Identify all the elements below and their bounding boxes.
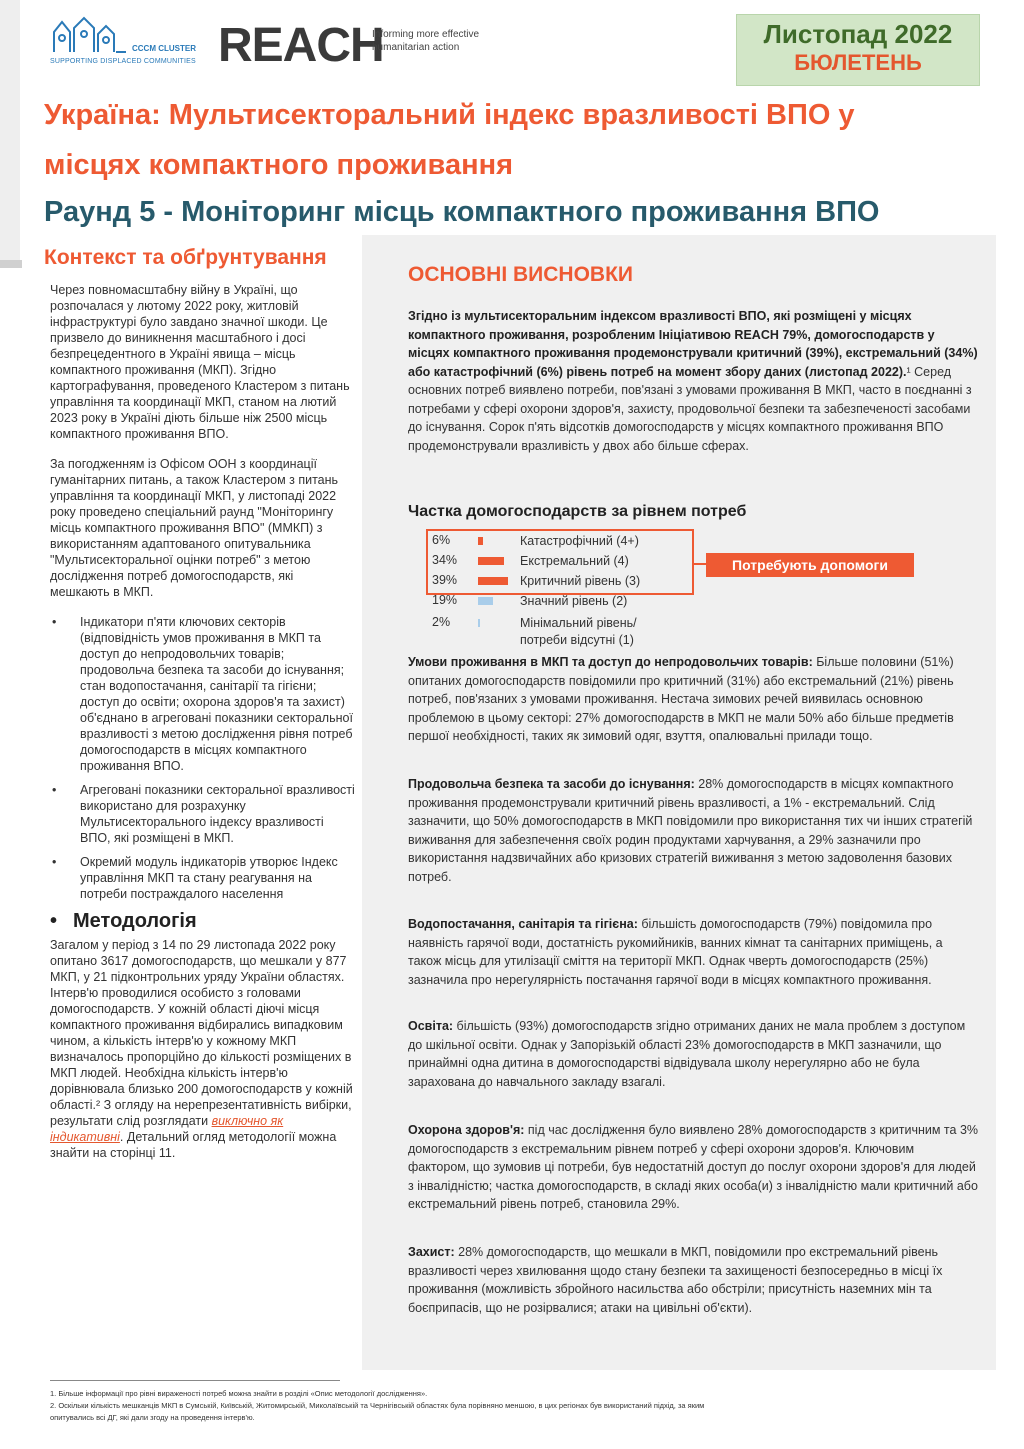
- finding-text: Більше половини (51%) опитаних домогосподарств повідомили про критичний (31%) або екстремальний (21%) рівень потреб, пов'язаних з умовами проживання. Нестача зимових речей виявилась основною проблемою в цьому секторі: 27% домогосподарств в МКП не мали 50% або більше предметів першої необхідності, таких як зимовий одяг, взуття, опалювальні прилади тощо.: [408, 655, 954, 743]
- findings-intro: [408, 307, 978, 455]
- chart-value-label: 19%: [432, 593, 458, 607]
- finding-title: Умови проживання в МКП та доступ до непродовольчих товарів:: [408, 655, 813, 669]
- context-paragraph-2: За погодженням із Офісом ООН з координації гуманітарних питань, а також Кластером з питань управління та координації МКП, у листопаді 2022 року проведено спеціальний раунд "Моніторингу місць компактного проживання ВПО" (ММКП) з використанням адаптованого опитувальника "Мультисекторальної оцінки потреб" з метою дослідження потреб домогосподарств, які мешкають в МКП.: [50, 457, 339, 599]
- chart-category-label: Мінімальний рівень/ потреби відсутні (1): [520, 616, 637, 647]
- chart-row: [408, 613, 708, 647]
- footnote-1: 1. Більше інформації про рівні вираженості потреб можна знайти в розділі «Опис методології дослідження».: [50, 1389, 428, 1398]
- methodology-text: Загалом у період з 14 по 29 листопада 2022 року опитано 3617 домогосподарств, що мешкали у 877 МКП, у 21 підконтрольних уряду України областях. Інтерв'ю проводилися особисто з головами домогосподарств. У кожній області діючі місця компактного проживання відбирались випадковим чином, а кількість інтерв'ю у кожному МКП визначалось пропорційно до кількості розміщених в МКП людей. Необхідна кількість інтерв'ю дорівнювала близько 200 домогосподарств у кожній області.² З огляду на нерепрезентативність вибірки, результати слід розглядати: [50, 938, 353, 1128]
- key-findings-panel: [362, 235, 996, 1370]
- reach-tagline: Informing more effective humanitarian action: [372, 29, 480, 53]
- finding-title: Водопостачання, санітарія та гігієна:: [408, 917, 638, 931]
- bulletin-date: Листопад 2022: [763, 19, 953, 49]
- chart-value-label: 2%: [432, 615, 451, 629]
- context-bullets: [44, 614, 356, 902]
- cccm-tagline: SUPPORTING DISPLACED COMMUNITIES: [50, 58, 196, 65]
- need-help-label: Потребують допомоги: [706, 553, 914, 577]
- context-paragraph-1: Через повномасштабну війну в Україні, що розпочалася у лютому 2022 року, житловій інфраструктурі було завдано значної шкоди. Це призвело до виникнення масштабного і досі безпрецедентного в Україні явища – місць компактного проживання (МКП). Згідно картографування, проведеного Кластером з питань управління та координації МКП, станом на лютий 2023 року в Україні діють більше ніж 2500 місць компактного проживання ВПО.: [50, 283, 350, 441]
- chart-row: [408, 531, 708, 551]
- finding-title: Захист:: [408, 1245, 455, 1259]
- finding-text: більшість домогосподарств (79%) повідомила про наявність гарячої води, достатність рукомийників, ванних кімнат та санітарних приміщень, а також місць для утилізації сміття на території МКП. Однак чверть домогосподарств (25%) зазначила про нерегулярність постачання гарячої води в місцях компактного проживання.: [408, 917, 943, 987]
- left-column: [44, 244, 356, 1161]
- chart-category-label: Екстремальний (4): [520, 554, 629, 568]
- methodology-heading: [50, 910, 356, 933]
- document-subtitle: Раунд 5 - Моніторинг місць компактного проживання ВПО: [44, 196, 880, 228]
- finding-text: більшість (93%) домогосподарств згідно отриманих даних не мала проблем з доступом до шкільної освіти. Однак у Запорізькій області 23% домогосподарств в МКП зазначили, що принаймні одна дитина в домогосподарстві відвідувала школу нерегулярно або не була зарахована до навчального закладу взагалі.: [408, 1019, 966, 1089]
- footnotes: [50, 1388, 750, 1424]
- chart-bar: [478, 537, 483, 545]
- findings-intro-text: ¹ Серед основних потреб виявлено потреби, пов'язані з умовами проживання В МКП, часто в поєднанні з потребами у сфері охорони здоров'я, захисту, продовольчої безпеки та забезпеченості засобами до існування. Сорок п'ять відсотків домогосподарств у місцях компактного проживання ВПО продемонстрували вразливість у двох або більше сферах.: [408, 364, 972, 453]
- chart-row: [408, 571, 708, 591]
- finding-text: 28% домогосподарств, що мешкали в МКП, повідомили про екстремальний рівень вразливості через хвилювання щодо стану безпеки та захищеності безпосередньо в місці їх проживання (можливість збройного насильства або обстріли; присутність наземних мін та боєприпасів, що не розірвалися; атаки на цивільні об'єкти).: [408, 1245, 943, 1315]
- finding-wash: [408, 915, 978, 989]
- chart-bar: [478, 619, 480, 627]
- findings-heading: ОСНОВНІ ВИСНОВКИ: [408, 263, 634, 286]
- finding-education: [408, 1017, 978, 1091]
- bullet-icon: •: [50, 910, 58, 932]
- finding-title: Охорона здоров'я:: [408, 1123, 525, 1137]
- list-item: [50, 614, 356, 774]
- chart-category-label: Значний рівень (2): [520, 594, 628, 608]
- finding-shelter: [408, 653, 978, 746]
- finding-text: під час дослідження було виявлено 28% домогосподарств з критичним та 3% домогосподарств з екстремальним рівнем потреб у сфері охорони здоров'я. Ключовим фактором, що зумовив ці потреби, був недостатній доступ до послуг охорони здоров'я для людей з інвалідністю; частка домогосподарств, в складі яких особа(и) з інвалідністю мали критичний або екстремальний рівень потреб, становила 29%.: [408, 1123, 979, 1211]
- bullet-icon: •: [52, 855, 57, 869]
- context-body: [44, 282, 356, 600]
- cccm-cluster-label: CCCM CLUSTER: [132, 44, 196, 53]
- needs-chart: [408, 529, 968, 649]
- chart-bar: [478, 577, 508, 585]
- chart-category-label: Критичний рівень (3): [520, 574, 641, 588]
- footnote-divider: [50, 1380, 340, 1381]
- finding-text: 28% домогосподарств в місцях компактного проживання продемонстрували критичний рівень вразливості, а 1% - екстремальний. Слід зазначити, що 50% домогосподарств в МКП повідомили про використання тих чи інших стратегій виживання для забезпечення своїх родин продуктами харчування, а 29% зазначили про використання надзвичайних або кризових стратегій виживання з метою задоволення базових потреб.: [408, 777, 973, 884]
- bullet-text: Окремий модуль індикаторів утворює Індекс управління МКП та стану реагування на потреби постраждалого населення: [80, 855, 338, 901]
- methodology-body: [44, 937, 356, 1161]
- findings-intro-bold: Згідно із мультисекторальним індексом вразливості ВПО, які розміщені у місцях компактного проживання, розробленим Ініціативою REACH 79%, домогосподарств у місцях компактного проживання продемонстрували критичний (39%), екстремальний (34%) або катастрофічний (6%) рівень потреб на момент збору даних (листопад 2022).: [408, 309, 978, 379]
- chart-bar: [478, 557, 504, 565]
- finding-title: Продовольча безпека та засоби до існування:: [408, 777, 695, 791]
- chart-value-label: 34%: [432, 553, 458, 567]
- cccm-logo: [50, 14, 214, 68]
- chart-title: Частка домогосподарств за рівнем потреб: [408, 503, 747, 520]
- list-item: [50, 782, 356, 846]
- bulletin-label: БЮЛЕТЕНЬ: [794, 50, 922, 75]
- finding-protection: [408, 1243, 978, 1317]
- methodology-text-end: . Детальний огляд методології можна знайти на сторінці 11.: [50, 1130, 337, 1160]
- finding-health: [408, 1121, 978, 1214]
- list-item: [50, 854, 356, 902]
- header: [50, 14, 990, 80]
- methodology-heading-text: Методологія: [73, 910, 197, 932]
- page-edge-strip: [0, 0, 20, 260]
- chart-row: [408, 551, 708, 571]
- chart-category-label: Катастрофічний (4+): [520, 534, 639, 548]
- indicative-link[interactable]: виключно як індикативні: [50, 1114, 284, 1144]
- cccm-shelter-icon: [50, 14, 130, 56]
- chart-bar: [478, 597, 493, 605]
- chart-value-label: 6%: [432, 533, 451, 547]
- bullet-text: Агреговані показники секторальної вразливості використано для розрахунку Мультисекторального індексу вразливості ВПО, які розміщені в МКП.: [80, 783, 355, 845]
- finding-food-security: [408, 775, 978, 886]
- chart-value-label: 39%: [432, 573, 458, 587]
- finding-title: Освіта:: [408, 1019, 454, 1033]
- page-edge-mark: [0, 260, 22, 268]
- bullet-text: Індикатори п'яти ключових секторів (відповідність умов проживання в МКП та доступ до непродовольчих товарів; продовольча безпека та засоби до існування; стан водопостачання, санітарії та гігієни; доступ до освіти; охорона здоров'я та захист) об'єднано в агреговані показники секторальної вразливості з метою дослідження рівня потреб домогосподарств в місцях компактного проживання ВПО.: [80, 615, 353, 773]
- chart-row: [408, 591, 708, 611]
- bullet-icon: •: [52, 615, 57, 629]
- bullet-icon: •: [52, 783, 57, 797]
- reach-logo: REACH: [218, 19, 384, 72]
- bulletin-badge: [736, 14, 980, 86]
- document-title: Україна: Мультисекторальний індекс вразливості ВПО у місцях компактного проживання: [44, 99, 855, 181]
- footnote-2: 2. Оскільки кількість мешканців МКП в Сумській, Київській, Житомирській, Миколаївській та Чернігівській областях була порівняно меншою, в цих регіонах був використаний підхід, за яким опитувались всі ДГ, які дали згоду на проведення інтерв'ю.: [50, 1401, 705, 1422]
- context-heading: Контекст та обґрунтування: [44, 246, 327, 269]
